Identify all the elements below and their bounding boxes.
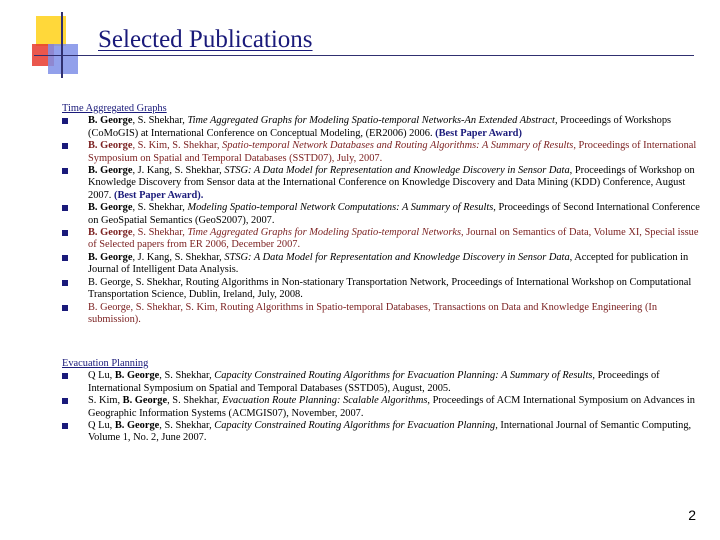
publication-citation xyxy=(88,252,688,275)
citation-author: B. George xyxy=(88,202,133,214)
publication-item xyxy=(62,202,702,227)
publication-item xyxy=(62,277,702,302)
citation-award: (Best Paper Award) xyxy=(435,127,522,139)
publication-item xyxy=(62,395,702,420)
decor-square-blue xyxy=(48,44,78,74)
section-time-aggregated-graphs xyxy=(62,103,702,326)
bullet-square-icon xyxy=(62,373,68,379)
publication-list xyxy=(62,370,702,444)
citation-authors: , S. Shekhar, xyxy=(159,420,215,432)
citation-title: Time Aggregated Graphs for Modeling Spatio-temporal Networks, xyxy=(187,227,464,239)
publication-item xyxy=(62,370,702,395)
citation-authors: , J. Kang, S. Shekhar, xyxy=(132,251,225,263)
citation-venue: , Proceedings of Workshops (CoMoGIS) at International Conference on Conceptual Modeling, (ER2006) 2006. xyxy=(88,115,672,139)
citation-venue: , Proceedings of ACM International Symposium on Advances in Geographic Information Systems (ACMGIS07), November, 2007. xyxy=(88,395,695,419)
citation-title: STSG: A Data Model for Representation and Knowledge Discovery in Sensor Data xyxy=(224,251,570,263)
citation-prefix: Q Lu, xyxy=(88,370,115,382)
citation-venue: , Accepted for publication in Journal of Intelligent Data Analysis. xyxy=(88,251,689,276)
citation-title: Time Aggregated Graphs for Modeling Spatio-temporal Networks-An Extended Abstract xyxy=(187,115,555,127)
citation-authors: B. George, S. Shekhar, Routing Algorithms in Non-stationary Transportation Network, Proceedings of International Workshop on Computational Transportation Science, Dublin, Ireland, July, 2008. xyxy=(88,276,692,301)
citation-venue: , Proceedings of Workshop on Knowledge Discovery from Sensor data at the International Conference on Knowledge Discovery and Data Mining (KDD) Conference, August 2007. xyxy=(88,165,695,201)
publication-item xyxy=(62,302,702,327)
citation-venue: , Proceedings of International Symposium on Spatial and Temporal Databases (SSTD07), July, 2007. xyxy=(88,140,697,164)
citation-author: B. George xyxy=(114,420,160,432)
publication-citation xyxy=(88,302,657,325)
citation-author: B. George xyxy=(88,115,133,127)
publication-item xyxy=(62,165,702,202)
citation-author: B. George xyxy=(88,227,133,239)
bullet-square-icon xyxy=(62,423,68,429)
bullet-square-icon xyxy=(62,280,68,286)
citation-author: B. George xyxy=(88,140,133,152)
citation-authors: , S. Shekhar, xyxy=(132,115,188,127)
bullet-square-icon xyxy=(62,118,68,124)
citation-venue: International Journal of Semantic Computing, Volume 1, No. 2, June 2007. xyxy=(88,420,692,444)
bullet-square-icon xyxy=(62,143,68,149)
citation-venue: Journal on Semantics of Data, Volume XI, Special issue of Selected papers from ER 2006, December 2007. xyxy=(88,227,699,251)
publication-citation xyxy=(88,227,698,250)
citation-title: Evacuation Route Planning: Scalable Algorithms xyxy=(222,395,428,407)
publication-item xyxy=(62,420,702,445)
citation-authors: , J. Kang, S. Shekhar, xyxy=(132,165,225,177)
decor-vertical-line xyxy=(61,12,63,78)
citation-award: (Best Paper Award). xyxy=(113,189,204,201)
publication-citation xyxy=(88,115,671,138)
citation-title: Capacity Constrained Routing Algorithms for Evacuation Planning: A Summary of Results xyxy=(214,370,593,382)
citation-venue: , Proceedings of International Symposium on Spatial and Temporal Databases (SSTD05), August, 2005. xyxy=(88,370,660,394)
publication-item xyxy=(62,140,702,165)
bullet-square-icon xyxy=(62,230,68,236)
citation-authors: B. George, S. Shekhar, S. Kim, Routing Algorithms in Spatio-temporal Databases, Transactions on Data and Knowledge Engineering (In submission). xyxy=(88,301,658,325)
publication-citation xyxy=(88,420,691,443)
section-heading[interactable]: Time Aggregated Graphs xyxy=(62,103,167,114)
bullet-square-icon xyxy=(62,168,68,174)
bullet-square-icon xyxy=(62,398,68,404)
publication-citation xyxy=(88,202,700,225)
publication-citation xyxy=(88,140,696,163)
publication-list xyxy=(62,115,702,326)
citation-title: Modeling Spatio-temporal Network Computations: A Summary of Results xyxy=(187,202,494,214)
citation-title: Spatio-temporal Network Databases and Routing Algorithms: A Summary of Results xyxy=(222,140,574,152)
slide-title: Selected Publications xyxy=(98,26,313,53)
bullet-square-icon xyxy=(62,205,68,211)
citation-title: Capacity Constrained Routing Algorithms for Evacuation Planning, xyxy=(214,420,498,432)
citation-prefix: Q Lu, xyxy=(88,420,115,432)
section-evacuation-planning xyxy=(62,358,702,445)
citation-author: B. George xyxy=(88,251,133,263)
citation-authors: , S. Shekhar, xyxy=(132,202,188,214)
publication-item xyxy=(62,252,702,277)
publication-citation xyxy=(88,165,695,201)
citation-authors: , S. Shekhar, xyxy=(159,370,215,382)
publication-citation xyxy=(88,277,691,300)
citation-title: STSG: A Data Model for Representation and Knowledge Discovery in Sensor Data xyxy=(224,165,570,177)
citation-authors: , S. Shekhar, xyxy=(167,395,223,407)
section-heading[interactable]: Evacuation Planning xyxy=(62,358,149,369)
bullet-square-icon xyxy=(62,255,68,261)
publication-item xyxy=(62,227,702,252)
citation-author: B. George xyxy=(114,370,160,382)
citation-prefix: S. Kim, xyxy=(88,395,123,407)
bullet-square-icon xyxy=(62,305,68,311)
citation-author: B. George xyxy=(88,165,133,177)
citation-venue: , Proceedings of Second International Conference on GeoSpatial Semantics (GeoS2007), 2007. xyxy=(88,202,700,226)
page-number: 2 xyxy=(688,507,696,523)
publication-citation xyxy=(88,395,695,418)
citation-author: B. George xyxy=(122,395,168,407)
publication-citation xyxy=(88,370,660,393)
decor-horizontal-line xyxy=(34,55,694,56)
citation-authors: , S. Shekhar, xyxy=(132,227,188,239)
citation-authors: , S. Kim, S. Shekhar, xyxy=(132,140,223,152)
publication-item xyxy=(62,115,702,140)
